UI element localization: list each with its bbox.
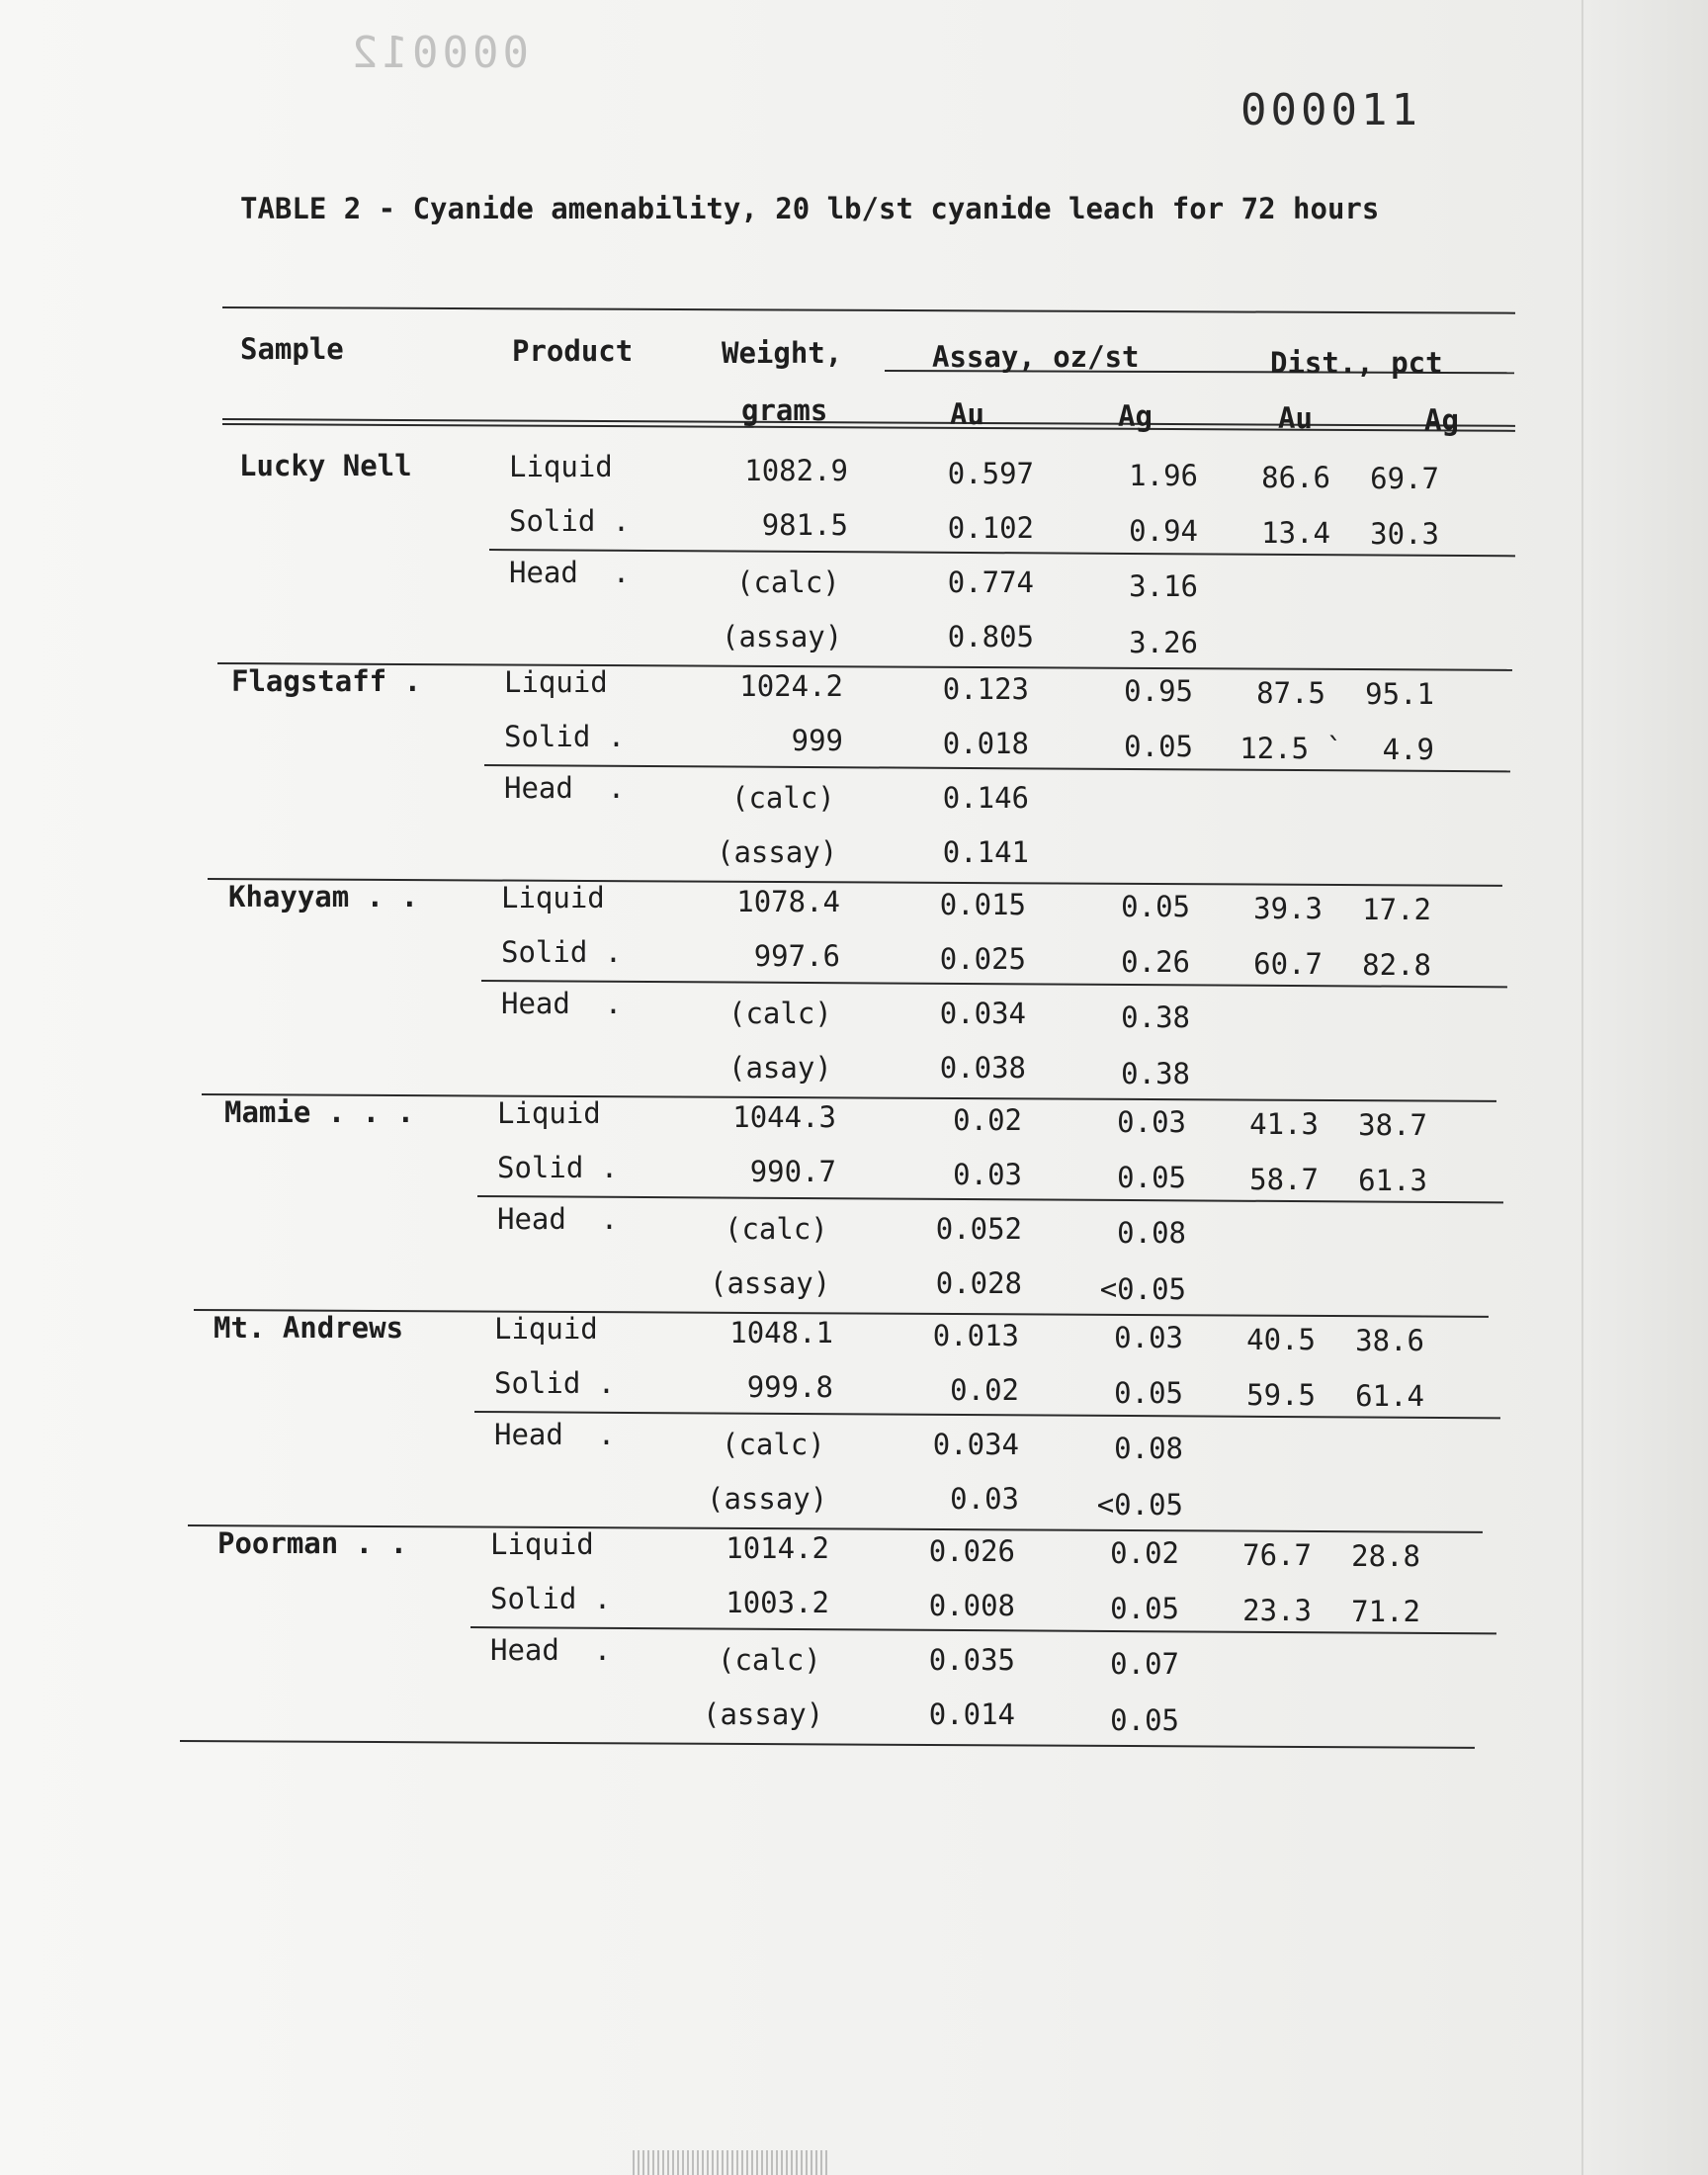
- dist-au-cell: 58.7: [1249, 1163, 1319, 1197]
- assay-au-cell: 0.146: [942, 781, 1029, 815]
- dist-ag-cell: 28.8: [1351, 1539, 1420, 1573]
- dist-au-cell: 41.3: [1249, 1107, 1319, 1141]
- weight-cell: 1014.2: [726, 1531, 829, 1565]
- header-dist-ag: Ag: [1424, 403, 1459, 437]
- assay-ag-cell: 0.07: [1110, 1647, 1179, 1682]
- assay-au-cell: 0.038: [939, 1051, 1026, 1085]
- header-dist-au: Au: [1278, 401, 1313, 435]
- assay-au-cell: 0.02: [953, 1103, 1022, 1137]
- assay-au-cell: 0.035: [928, 1643, 1015, 1677]
- weight-cell: (calc): [725, 1212, 828, 1246]
- dist-au-cell: 12.5 `: [1239, 732, 1343, 766]
- product-cell: Liquid: [490, 1527, 594, 1561]
- weight-cell: (calc): [728, 997, 832, 1030]
- header-weight-unit: grams: [741, 393, 828, 427]
- assay-au-cell: 0.018: [942, 727, 1029, 760]
- dist-ag-cell: 61.4: [1355, 1379, 1424, 1414]
- weight-cell: (asay): [728, 1051, 832, 1085]
- assay-ag-cell: 0.38: [1121, 1000, 1190, 1035]
- assay-au-cell: 0.03: [953, 1158, 1022, 1191]
- product-cell: Solid .: [497, 1151, 619, 1184]
- assay-au-cell: 0.141: [942, 835, 1029, 869]
- product-cell: Head .: [490, 1633, 612, 1667]
- weight-cell: (calc): [718, 1643, 821, 1677]
- assay-au-cell: 0.013: [932, 1319, 1019, 1352]
- sample-name: Poorman . .: [217, 1526, 408, 1560]
- weight-cell: 1024.2: [739, 669, 843, 703]
- assay-ag-cell: 0.05: [1110, 1702, 1179, 1737]
- assay-ag-cell: 0.05: [1121, 890, 1190, 923]
- assay-au-cell: 0.102: [947, 511, 1034, 545]
- dist-ag-cell: 69.7: [1370, 462, 1439, 495]
- assay-au-cell: 0.025: [939, 942, 1026, 976]
- assay-ag-cell: 0.26: [1121, 945, 1190, 980]
- assay-au-cell: 0.123: [942, 672, 1029, 706]
- assay-au-cell: 0.052: [935, 1212, 1022, 1246]
- header-weight: Weight,: [722, 336, 843, 370]
- product-cell: Solid .: [494, 1366, 616, 1400]
- assay-ag-cell: 1.96: [1129, 459, 1198, 492]
- page-edge-shadow: [1581, 0, 1708, 2175]
- assay-ag-cell: 3.16: [1129, 569, 1198, 604]
- assay-au-cell: 0.03: [950, 1482, 1019, 1516]
- dist-ag-cell: 61.3: [1358, 1164, 1427, 1198]
- weight-cell: 1082.9: [744, 454, 848, 487]
- assay-ag-cell: 0.38: [1121, 1056, 1190, 1090]
- assay-au-cell: 0.028: [935, 1266, 1022, 1300]
- product-cell: Head .: [501, 987, 623, 1020]
- assay-au-cell: 0.034: [932, 1428, 1019, 1461]
- dist-au-cell: 13.4: [1261, 516, 1330, 551]
- product-cell: Head .: [504, 771, 626, 805]
- assay-ag-cell: 0.05: [1114, 1376, 1183, 1411]
- dist-ag-cell: 95.1: [1365, 677, 1434, 711]
- weight-cell: (calc): [722, 1428, 825, 1461]
- header-assay-ag: Ag: [1118, 399, 1153, 433]
- weight-cell: (calc): [736, 566, 840, 599]
- weight-cell: 990.7: [749, 1155, 836, 1188]
- assay-au-cell: 0.015: [939, 888, 1026, 921]
- weight-cell: 1003.2: [726, 1586, 829, 1619]
- assay-au-cell: 0.026: [928, 1534, 1015, 1568]
- product-cell: Head .: [494, 1418, 616, 1451]
- assay-ag-cell: <0.05: [1096, 1487, 1183, 1522]
- assay-au-cell: 0.008: [928, 1589, 1015, 1622]
- product-cell: Head .: [497, 1202, 619, 1236]
- weight-cell: (assay): [717, 835, 838, 869]
- assay-au-cell: 0.597: [947, 457, 1034, 490]
- weight-cell: (assay): [707, 1482, 828, 1516]
- dist-au-cell: 40.5: [1246, 1323, 1316, 1356]
- product-cell: Liquid: [504, 665, 608, 699]
- assay-au-cell: 0.02: [950, 1373, 1019, 1407]
- product-cell: Solid .: [490, 1582, 612, 1615]
- header-assay-group: Assay, oz/st: [932, 340, 1140, 374]
- assay-au-cell: 0.774: [947, 566, 1034, 599]
- sample-name: Flagstaff .: [231, 664, 422, 698]
- assay-ag-cell: 0.08: [1114, 1432, 1183, 1466]
- assay-ag-cell: 0.05: [1124, 730, 1193, 764]
- sample-name: Mt. Andrews: [214, 1311, 404, 1345]
- assay-ag-cell: 0.03: [1117, 1105, 1186, 1139]
- sample-name: Khayyam . .: [228, 880, 419, 914]
- product-cell: Solid .: [504, 720, 626, 753]
- weight-cell: 997.6: [753, 939, 840, 973]
- assay-ag-cell: 0.94: [1129, 514, 1198, 549]
- weight-cell: (assay): [703, 1697, 824, 1731]
- dist-au-cell: 59.5: [1246, 1378, 1316, 1413]
- dist-au-cell: 60.7: [1253, 947, 1323, 982]
- dist-ag-cell: 17.2: [1362, 893, 1431, 926]
- weight-cell: (assay): [722, 620, 843, 653]
- assay-ag-cell: 3.26: [1129, 625, 1198, 659]
- product-cell: Solid .: [501, 935, 623, 969]
- scanner-artifact: [633, 2150, 830, 2175]
- dist-ag-cell: 30.3: [1370, 517, 1439, 552]
- assay-ag-cell: 0.08: [1117, 1216, 1186, 1251]
- dist-au-cell: 23.3: [1242, 1594, 1312, 1628]
- header-product: Product: [512, 334, 634, 368]
- sample-name: Lucky Nell: [239, 449, 412, 482]
- sample-name: Mamie . . .: [224, 1095, 415, 1129]
- assay-ag-cell: 0.05: [1110, 1592, 1179, 1626]
- assay-au-cell: 0.034: [939, 997, 1026, 1030]
- product-cell: Head .: [509, 556, 631, 589]
- header-assay-au: Au: [950, 397, 984, 431]
- dist-au-cell: 76.7: [1242, 1538, 1312, 1572]
- dist-ag-cell: 38.6: [1355, 1324, 1424, 1357]
- assay-ag-cell: 0.05: [1117, 1161, 1186, 1195]
- assay-ag-cell: 0.95: [1124, 674, 1193, 708]
- weight-cell: 981.5: [761, 508, 848, 542]
- assay-ag-cell: 0.03: [1114, 1321, 1183, 1354]
- dist-ag-cell: 4.9: [1382, 733, 1434, 767]
- dist-au-cell: 39.3: [1253, 892, 1323, 925]
- assay-ag-cell: <0.05: [1099, 1271, 1186, 1306]
- table-title: TABLE 2 - Cyanide amenability, 20 lb/st cyanide leach for 72 hours: [240, 192, 1380, 225]
- product-cell: Liquid: [509, 450, 613, 483]
- assay-au-cell: 0.805: [947, 620, 1034, 653]
- weight-cell: 1078.4: [736, 885, 840, 918]
- weight-cell: (assay): [710, 1266, 831, 1300]
- weight-cell: 999: [791, 724, 843, 757]
- assay-ag-cell: 0.02: [1110, 1536, 1179, 1570]
- weight-cell: 1048.1: [729, 1316, 833, 1349]
- header-dist-group: Dist., pct: [1270, 346, 1443, 380]
- header-sample: Sample: [240, 332, 344, 366]
- dist-ag-cell: 82.8: [1362, 948, 1431, 983]
- product-cell: Liquid: [501, 881, 605, 914]
- assay-au-cell: 0.014: [928, 1697, 1015, 1731]
- weight-cell: 1044.3: [732, 1100, 836, 1134]
- weight-cell: (calc): [731, 781, 835, 815]
- page-number-stamp: 000011: [1240, 85, 1421, 135]
- product-cell: Liquid: [494, 1312, 598, 1346]
- dist-ag-cell: 71.2: [1351, 1595, 1420, 1629]
- mirrored-page-stamp: 000012: [348, 28, 529, 78]
- weight-cell: 999.8: [746, 1370, 833, 1404]
- product-cell: Solid .: [509, 504, 631, 538]
- dist-ag-cell: 38.7: [1358, 1108, 1427, 1142]
- product-cell: Liquid: [497, 1096, 601, 1130]
- dist-au-cell: 86.6: [1261, 461, 1330, 494]
- dist-au-cell: 87.5: [1256, 676, 1325, 710]
